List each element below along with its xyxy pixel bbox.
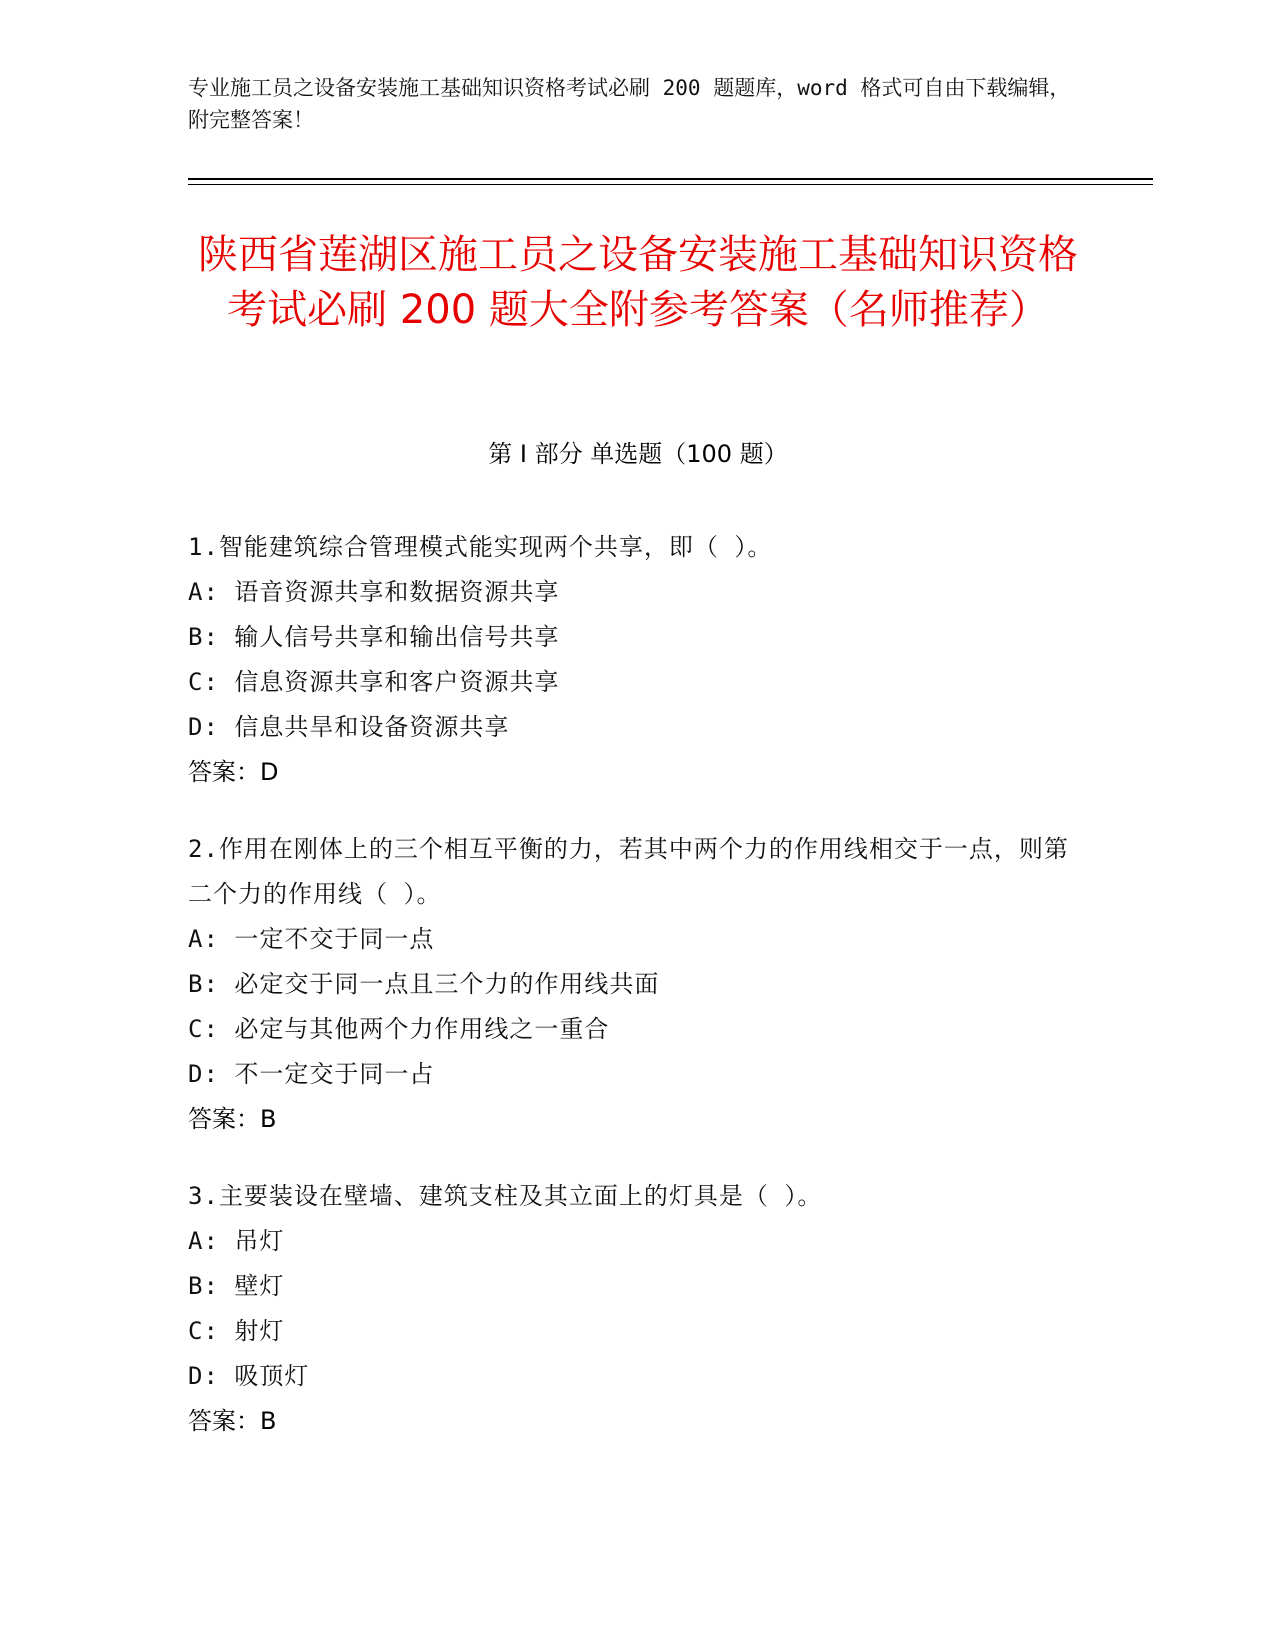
header-divider-thick xyxy=(188,178,1153,180)
option-c: C: 信息资源共享和客户资源共享 xyxy=(188,668,560,696)
question-stem: 1.智能建筑综合管理模式能实现两个共享，即（ ）。 xyxy=(188,533,773,561)
answer-line: 答案：D xyxy=(188,758,279,786)
option-b: B: 壁灯 xyxy=(188,1272,285,1300)
option-d: D: 吸顶灯 xyxy=(188,1362,310,1390)
question-1 xyxy=(188,525,1088,795)
question-stem: 3.主要装设在壁墙、建筑支柱及其立面上的灯具是（ ）。 xyxy=(188,1182,823,1210)
question-stem: 2.作用在刚体上的三个相互平衡的力，若其中两个力的作用线相交于一点，则第二个力的作用线（ ）。 xyxy=(188,835,1069,908)
option-b: B: 输人信号共享和输出信号共享 xyxy=(188,623,560,651)
question-2 xyxy=(188,827,1088,1142)
question-3 xyxy=(188,1174,1088,1444)
answer-line: 答案：B xyxy=(188,1105,277,1133)
option-a: A: 一定不交于同一点 xyxy=(188,925,435,953)
option-b: B: 必定交于同一点且三个力的作用线共面 xyxy=(188,970,660,998)
option-d: D: 信息共旱和设备资源共享 xyxy=(188,713,510,741)
option-a: A: 语音资源共享和数据资源共享 xyxy=(188,578,560,606)
document-title: 陕西省莲湖区施工员之设备安装施工基础知识资格考试必刷 200 题大全附参考答案（名师推荐） xyxy=(198,232,1078,333)
header-divider-thin xyxy=(188,184,1153,185)
option-c: C: 必定与其他两个力作用线之一重合 xyxy=(188,1015,610,1043)
section-title: 第 I 部分 单选题（100 题） xyxy=(488,440,788,468)
option-c: C: 射灯 xyxy=(188,1317,285,1345)
option-d: D: 不一定交于同一占 xyxy=(188,1060,435,1088)
header-note: 专业施工员之设备安装施工基础知识资格考试必刷 200 题题库，word 格式可自由下载编辑，附完整答案！ xyxy=(188,76,1071,132)
question-list xyxy=(188,525,1088,1476)
option-a: A: 吊灯 xyxy=(188,1227,285,1255)
answer-line: 答案：B xyxy=(188,1407,277,1435)
